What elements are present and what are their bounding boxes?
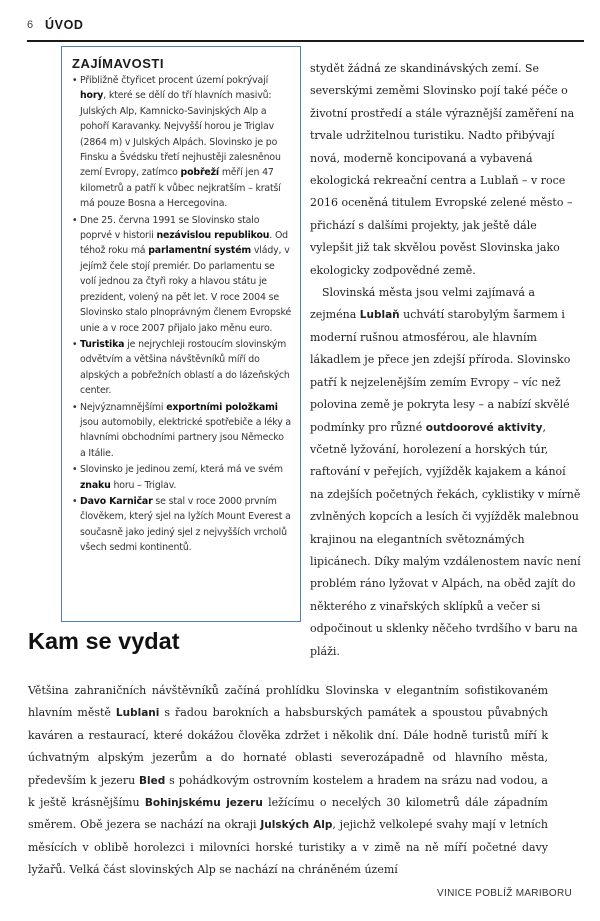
facts-sidebar bbox=[61, 46, 301, 622]
list-item: • Nejvýznamnějšími exportními položkami jsou automobily, elektrické spotřebiče a léky a hlavními obchodními partnery jsou Německo a Itálie. bbox=[72, 400, 292, 462]
list-item: • Přibližně čtyřicet procent území pokrývají hory, které se dělí do tří hlavních masivů: Julských Alp, Kamnicko-Savinjských Alp a pohoří Karavanky. Nejvyšší horou je Triglav (2864 m) v Julských Alpách. Slovinsko je po Finsku a Švédsku třetí nejhustěji zalesněnou zemí Evropy, zatímco pobřeží měří jen 47 kilometrů a patří k vůbec nejkratším – kratší má pouze Bosna a Hercegovina. bbox=[72, 73, 292, 212]
sidebar-title: ZAJÍMAVOSTI bbox=[72, 56, 164, 71]
paragraph: Slovinská města jsou velmi zajímavá a zejména Lublaň uchvátí starobylým šarmem i moderní rušnou atmosférou, ale hlavním lákadlem je přece jen zdejší příroda. Slovinsko patří k nejzelenějším zemím Evropy – víc než polovina země je pokryta lesy – a nabízí skvělé podmínky pro různé outdoorové aktivity, včetně lyžování, horolezení a horských túr, raftování v peřejích, vyjížděk kajakem a kánoí na zdejších početných řekách, cyklistiky v mírně zvlněných kopcích a lesích či vyjížděk malebnou krajinou na elegantních světoznámých lipicánech. Díky malým vzdálenostem navíc není problém ráno lyžovat v Alpách, na oběd zajít do některého z vinařských sklípků a večer si odpočinout u sklenky něčeho tvrdšího v baru na pláži. bbox=[310, 286, 581, 658]
page-header bbox=[27, 18, 584, 42]
section-title: ÚVOD bbox=[45, 18, 84, 32]
list-item: • Dne 25. června 1991 se Slovinsko stalo poprvé v historii nezávislou republikou. Od téhož roku má parlamentní systém vlády, v jejímž čele stojí premiér. Do parlamentu se volí jednou za čtyři roky a hlavou státu je prezident, volený na pět let. V roce 2004 se Slovinsko stalo plnoprávným členem Evropské unie a v roce 2007 přijalo jako měnu euro. bbox=[72, 213, 292, 336]
photo-caption: VINICE POBLÍŽ MARIBORU bbox=[437, 888, 572, 899]
list-item: • Turistika je nejrychleji rostoucím slovinským odvětvím a většina návštěvníků míří do alpských a pobřežních oblastí a do lázeňských center. bbox=[72, 337, 292, 399]
right-column-text bbox=[310, 58, 582, 663]
list-item: • Slovinsko je jedinou zemí, která má ve svém znaku horu – Triglav. bbox=[72, 462, 292, 493]
paragraph: stydět žádná ze skandinávských zemí. Se severskými zeměmi Slovinsko pojí také péče o životní prostředí a stále výraznější zaměření na trvale udržitelnou turistiku. Nadto přibývají nová, moderně koncipovaná a vybavená ekologická rekreační centra a Lublaň – v roce 2016 oceněná titulem Evropské zelené město – přichází s dalšími projekty, jak ještě dále vylepšit již tak skvělou pověst Slovinska jako ekologicky zodpovědné země. bbox=[310, 62, 575, 277]
main-paragraph: Většina zahraničních návštěvníků začíná prohlídku Slovinska v elegantním sofistikovaném hlavním městě Lublani s řadou barokních a habsburských památek a spoustou půvabných kaváren a restaurací, které dokážou člověka zdržet i několik dní. Dále hodně turistů míří k úchvatným alpským jezerům a do hornaté oblasti severozápadně od hlavního města, především k jezeru Bled s pohádkovým ostrovním kostelem a hradem na srázu nad vodou, a k ještě krásnějšímu Bohinjskému jezeru ležícímu o necelých 30 kilometrů dále západním směrem. Obě jezera se nachází na okraji Julských Alp, jejichž velkolepé svahy mají v letních měsících v oblibě horolezci i milovníci horské turistiky a v zimě na ně míří početné davy lyžařů. Velká část slovinských Alp se nachází na chráněném území bbox=[28, 684, 548, 877]
section-heading: Kam se vydat bbox=[28, 628, 180, 654]
list-item: • Davo Karničar se stal v roce 2000 prvním člověkem, který sjel na lyžích Mount Everest a současně jako jediný sjel z nejvyšších vrcholů všech sedmi kontinentů. bbox=[72, 494, 292, 556]
page-number: 6 bbox=[27, 19, 34, 31]
facts-list bbox=[72, 73, 292, 556]
